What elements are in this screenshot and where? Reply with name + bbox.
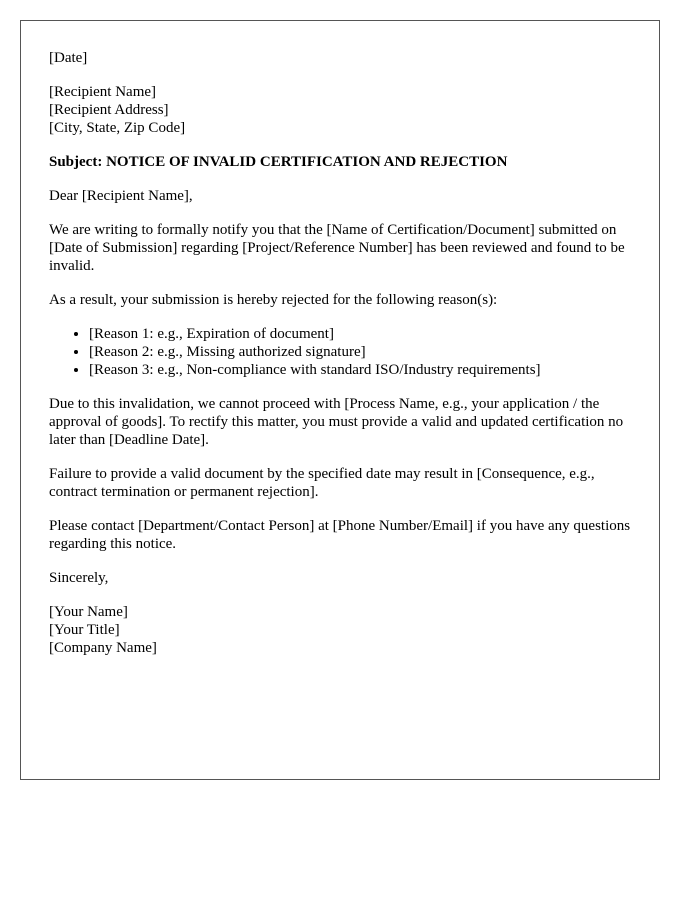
reasons-list bbox=[49, 325, 639, 379]
recipient-name: [Recipient Name] bbox=[49, 84, 157, 100]
recipient-block bbox=[49, 83, 639, 137]
signature-title: [Your Title] bbox=[49, 622, 120, 638]
letter-closing: Sincerely, bbox=[49, 570, 109, 586]
paragraph-consequence: Failure to provide a valid document by the specified date may result in [Consequence, e.g., contract termination or permanent rejection]. bbox=[49, 466, 595, 500]
paragraph-invalidation: Due to this invalidation, we cannot proceed with [Process Name, e.g., your application / the approval of goods]. To rectify this matter, you must provide a valid and updated certification no later than [Deadline Date]. bbox=[49, 396, 624, 448]
letter-body bbox=[49, 49, 639, 673]
signature-company: [Company Name] bbox=[49, 640, 157, 656]
letter-salutation: Dear [Recipient Name], bbox=[49, 188, 193, 204]
letter-subject: Subject: NOTICE OF INVALID CERTIFICATION AND REJECTION bbox=[49, 154, 508, 170]
signature-block bbox=[49, 603, 639, 657]
reason-item: • [Reason 3: e.g., Non-compliance with standard ISO/Industry requirements] bbox=[89, 361, 639, 379]
paragraph-notification: We are writing to formally notify you that the [Name of Certification/Document] submitted on [Date of Submission] regarding [Project/Reference Number] has been reviewed and found to be invalid. bbox=[49, 222, 625, 274]
reason-item: • [Reason 1: e.g., Expiration of document] bbox=[89, 325, 639, 343]
signature-name: [Your Name] bbox=[49, 604, 128, 620]
letter-date: [Date] bbox=[49, 50, 88, 66]
recipient-address: [Recipient Address] bbox=[49, 102, 169, 118]
reason-item: • [Reason 2: e.g., Missing authorized signature] bbox=[89, 343, 639, 361]
letter-page bbox=[20, 20, 660, 780]
paragraph-rejection: As a result, your submission is hereby rejected for the following reason(s): bbox=[49, 292, 498, 308]
recipient-city-state-zip: [City, State, Zip Code] bbox=[49, 120, 186, 136]
paragraph-contact: Please contact [Department/Contact Person] at [Phone Number/Email] if you have any questions regarding this notice. bbox=[49, 518, 631, 552]
